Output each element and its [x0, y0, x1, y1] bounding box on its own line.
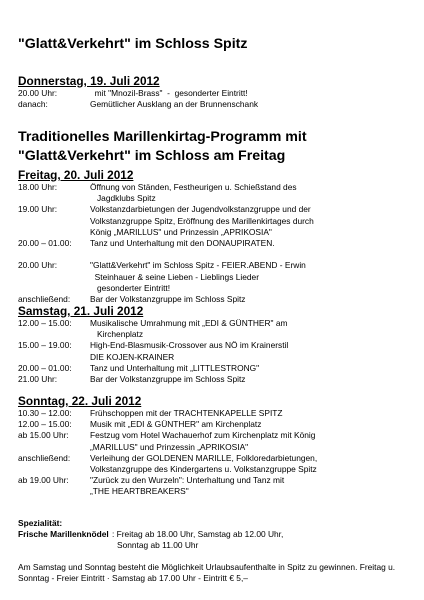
row-desc: Volkstanzgruppe Spitz, Eröffnung des Marillenkirtages durch: [90, 215, 314, 226]
row-time: 21.00 Uhr:: [18, 374, 58, 385]
schedule-row: [18, 204, 413, 215]
row-time: 19.00 Uhr:: [18, 204, 58, 215]
row-time: [18, 464, 90, 475]
row-time: 20.00 – 01.00:: [18, 362, 72, 373]
row-time: 18.00 Uhr:: [18, 182, 58, 192]
row-time: [18, 249, 90, 260]
schedule-row: [18, 464, 413, 475]
specialty-row: [18, 529, 413, 540]
specialty-row: [18, 540, 413, 551]
row-desc: „MARILLUS" und Prinzessin „APRIKOSIA": [90, 441, 249, 452]
row-desc: Öffnung von Ständen, Festheurigen u. Schießstand des: [90, 182, 297, 192]
schedule-row: [18, 340, 413, 351]
schedule-row: [18, 352, 413, 363]
schedule-row: [18, 272, 413, 283]
row-desc: "Glatt&Verkehrt" im Schloss Spitz - FEIER.ABEND - Erwin: [90, 260, 306, 271]
row-time: danach:: [18, 99, 48, 110]
page-title: "Glatt&Verkehrt" im Schloss Spitz: [18, 36, 248, 52]
schedule-row: [18, 363, 413, 374]
row-desc: High-End-Blasmusik-Crossover aus NÖ im Krainerstil: [90, 340, 289, 351]
schedule-row: [18, 475, 413, 486]
specialty-item-label: Frische Marillenknödel: [18, 529, 109, 540]
row-desc: Kirchenplatz: [90, 329, 144, 340]
specialty-item-line-2: Sonntag ab 11.00 Uhr: [117, 540, 199, 551]
headline-line-2: "Glatt&Verkehrt" im Schloss am Freitag: [18, 148, 286, 164]
schedule-row: [18, 318, 413, 329]
row-desc: „THE HEARTBREAKERS": [90, 486, 189, 497]
schedule-row: [18, 329, 413, 340]
schedule-row: [18, 216, 413, 227]
row-time: [18, 227, 90, 238]
row-time: 20.00 Uhr:: [18, 260, 58, 271]
row-time: 20.00 – 01.00:: [18, 238, 72, 249]
schedule-row: [18, 408, 413, 419]
row-desc: Verleihung der GOLDENEN MARILLE, Folkloredarbietungen,: [90, 452, 318, 463]
row-time: anschließend:: [18, 452, 71, 463]
row-time: 20.00 Uhr:: [18, 88, 58, 98]
day-heading-friday: Freitag, 20. Juli 2012: [18, 168, 134, 182]
row-time: ab 19.00 Uhr:: [18, 475, 69, 486]
row-desc: Jagdklubs Spitz: [90, 193, 156, 204]
schedule-row: [18, 182, 413, 193]
row-desc: Volkstanzdarbietungen der Jugendvolkstanzgruppe und der: [90, 204, 311, 215]
row-time: [18, 283, 90, 294]
row-desc: Volkstanzgruppe des Kindergartens u. Volkstanzgruppe Spitz: [90, 464, 317, 475]
schedule-row: [18, 260, 413, 271]
schedule-row: [18, 419, 413, 430]
row-time: [18, 442, 90, 453]
row-time: 12.00 – 15.00:: [18, 318, 72, 328]
row-time: 12.00 – 15.00:: [18, 419, 72, 430]
schedule-row: [18, 442, 413, 453]
headline-line-1: Traditionelles Marillenkirtag-Programm mit: [18, 129, 307, 145]
specialty-item-line-1: : Freitag ab 18.00 Uhr, Samstag ab 12.00 Uhr,: [112, 529, 284, 540]
row-desc: "Zurück zu den Wurzeln": Unterhaltung und Tanz mit: [90, 475, 285, 486]
row-desc: Steinhauer & seine Lieben - Lieblings Lieder: [90, 271, 260, 282]
row-time: 10.30 – 12.00:: [18, 408, 72, 418]
row-desc: Tanz und Unterhaltung mit den DONAUPIRATEN.: [90, 238, 275, 249]
specialty-section: [18, 518, 413, 552]
schedule-row: [18, 374, 413, 385]
schedule-row: [18, 227, 413, 238]
row-desc: Tanz und Unterhaltung mit „LITTLESTRONG": [90, 362, 260, 373]
row-desc: gesonderter Eintritt!: [90, 282, 171, 293]
row-time: [18, 486, 90, 497]
row-desc: Musik mit „EDI & GÜNTHER" am Kirchenplatz: [90, 419, 262, 430]
row-time: [18, 329, 90, 340]
day-heading-thursday: Donnerstag, 19. Juli 2012: [18, 74, 160, 88]
schedule-row: [18, 486, 413, 497]
row-desc: Bar der Volkstanzgruppe im Schloss Spitz: [90, 374, 246, 385]
schedule-row: [18, 238, 413, 249]
row-desc: Frühschoppen mit der TRACHTENKAPELLE SPITZ: [90, 408, 283, 418]
specialty-spacer: [18, 540, 112, 551]
headline: [18, 128, 307, 166]
schedule-row: [18, 283, 413, 294]
row-desc: DIE KOJEN-KRAINER: [90, 351, 175, 362]
schedule-row: [18, 193, 413, 204]
row-desc: Gemütlicher Ausklang an der Brunnenschank: [90, 99, 259, 110]
row-time: 15.00 – 19.00:: [18, 340, 72, 351]
row-time: anschließend:: [18, 294, 71, 305]
footer-text: Am Samstag und Sonntag besteht die Möglichkeit Urlaubsaufenthalte in Spitz zu gewinnen. Freitag u. Sonntag - Freier Eintritt · Samstag ab 17.00 Uhr - Eintritt € 5,–: [18, 562, 396, 584]
row-desc: Bar der Volkstanzgruppe im Schloss Spitz: [90, 294, 246, 305]
row-time: [18, 193, 90, 204]
schedule-sunday: [18, 408, 413, 498]
row-time: [18, 216, 90, 227]
day-heading-sunday: Sonntag, 22. Juli 2012: [18, 394, 142, 408]
schedule-spacer: [18, 249, 413, 260]
row-desc: mit "Mnozil-Brass" - gesonderter Eintritt!: [90, 88, 248, 98]
row-desc: Festzug vom Hotel Wachauerhof zum Kirchenplatz mit König: [90, 430, 316, 441]
row-time: [18, 352, 90, 363]
row-desc: Musikalische Umrahmung mit „EDI & GÜNTHER" am: [90, 318, 288, 328]
schedule-row: [18, 88, 413, 99]
day-heading-saturday: Samstag, 21. Juli 2012: [18, 304, 144, 318]
specialty-label: Spezialität:: [18, 518, 63, 528]
schedule-row: [18, 453, 413, 464]
row-desc: König „MARILLUS" und Prinzessin „APRIKOSIA": [90, 226, 272, 237]
schedule-row: [18, 99, 413, 110]
schedule-row: [18, 430, 413, 441]
schedule-friday: [18, 182, 413, 305]
row-desc: [90, 249, 413, 260]
row-time: [18, 272, 90, 283]
row-time: ab 15.00 Uhr:: [18, 430, 69, 441]
schedule-thursday: [18, 88, 413, 110]
schedule-saturday: [18, 318, 413, 385]
